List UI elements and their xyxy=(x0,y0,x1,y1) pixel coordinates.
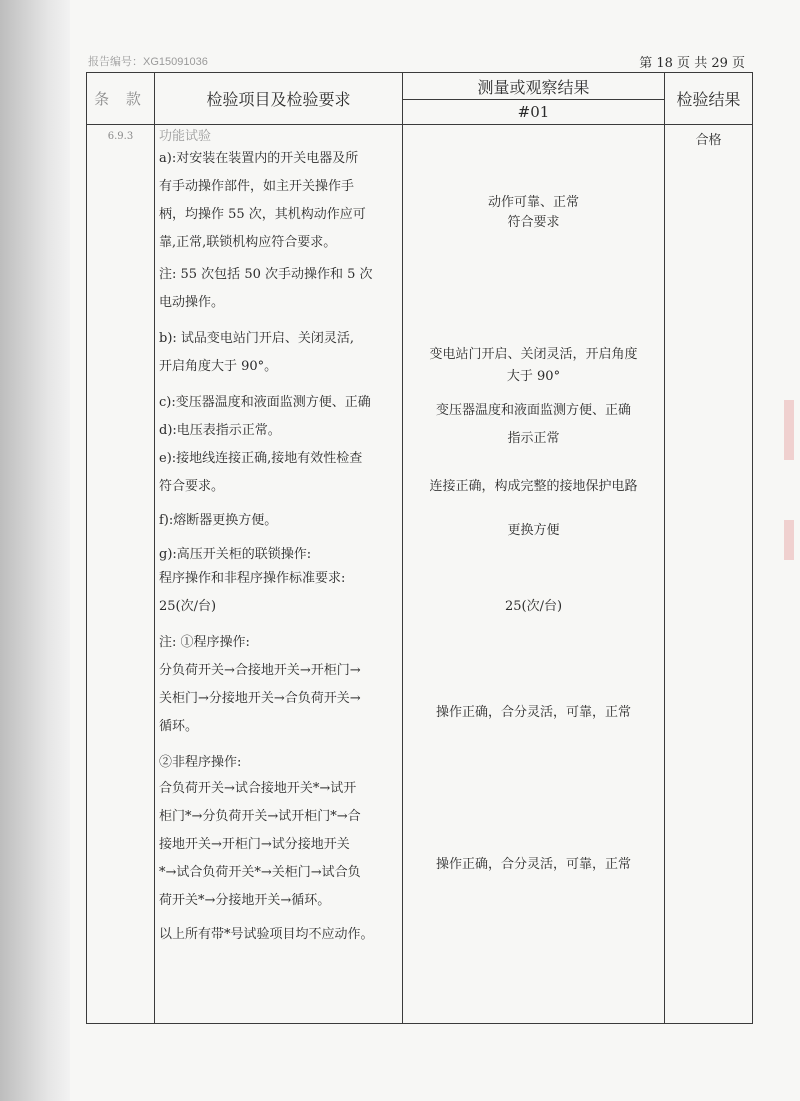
items-cell xyxy=(155,125,403,1024)
item-line: 分负荷开关→合接地开关→开柜门→ xyxy=(159,663,361,678)
item-line: 荷开关*→分接地开关→循环。 xyxy=(159,893,331,908)
item-line: 程序操作和非程序操作标准要求: xyxy=(159,571,346,586)
item-line: ②非程序操作: xyxy=(159,755,242,770)
red-stamp-edge xyxy=(784,520,794,560)
measurement-line: 大于 90° xyxy=(506,369,561,384)
item-line: *→试合负荷开关*→关柜门→试合负 xyxy=(159,865,361,880)
measurement-line: 更换方便 xyxy=(507,523,560,538)
header-clause: 条 款 xyxy=(87,73,155,125)
item-line: e):接地线连接正确,接地有效性检查 xyxy=(159,451,363,466)
item-line: 合负荷开关→试合接地开关*→试开 xyxy=(159,781,357,796)
measurement-line: 25(次/台) xyxy=(504,599,563,614)
item-line: 注: ①程序操作: xyxy=(159,635,250,650)
table-row xyxy=(87,125,753,1024)
item-line: d):电压表指示正常。 xyxy=(159,423,281,438)
header-items: 检验项目及检验要求 xyxy=(155,73,403,125)
item-line: 柜门*→分负荷开关→试开柜门*→合 xyxy=(159,809,361,824)
measurement-line: 变电站门开启、关闭灵活，开启角度 xyxy=(429,347,638,362)
measurement-line: 指示正常 xyxy=(507,431,560,446)
item-line: 循环。 xyxy=(159,719,199,734)
item-line: 关柜门→分接地开关→合负荷开关→ xyxy=(159,691,361,706)
measurement-line: 操作正确，合分灵活，可靠，正常 xyxy=(435,857,631,872)
item-line: 有手动操作部件，如主开关操作手 xyxy=(159,179,355,194)
item-line: 接地开关→开柜门→试分接地开关 xyxy=(159,837,350,852)
measurement-line: 符合要求 xyxy=(507,215,560,230)
measurement-cell xyxy=(403,125,665,1024)
item-line: 功能试验 xyxy=(159,129,212,144)
page-header xyxy=(88,50,745,72)
item-line: f):熔断器更换方便。 xyxy=(159,513,278,528)
page-indicator: 第 18 页 共 29 页 xyxy=(639,56,745,71)
item-line: 符合要求。 xyxy=(159,479,225,494)
item-line: 25(次/台) xyxy=(159,599,217,614)
item-line: 以上所有带*号试验项目均不应动作。 xyxy=(159,927,374,942)
item-line: b): 试品变电站门开启、关闭灵活, xyxy=(159,331,355,346)
item-line: 电动操作。 xyxy=(159,295,225,310)
measurement-line: 操作正确，合分灵活，可靠，正常 xyxy=(435,705,631,720)
item-line: 柄，均操作 55 次，其机构动作应可 xyxy=(159,207,366,222)
item-line: 靠,正常,联锁机构应符合要求。 xyxy=(159,235,337,250)
measurement-line: 变压器温度和液面监测方便、正确 xyxy=(435,403,631,418)
measurement-line: 动作可靠、正常 xyxy=(487,195,579,210)
red-stamp-edge xyxy=(784,400,794,460)
measurement-line: 连接正确，构成完整的接地保护电路 xyxy=(429,479,638,494)
page-binding-shadow xyxy=(0,0,70,1101)
clause-number: 6.9.3 xyxy=(87,125,155,1024)
header-result: 检验结果 xyxy=(665,73,753,125)
item-line: 注: 55 次包括 50 次手动操作和 5 次 xyxy=(159,267,373,282)
item-line: c):变压器温度和液面监测方便、正确 xyxy=(159,395,371,410)
header-measurement: 测量或观察结果 xyxy=(403,73,665,100)
item-line: 开启角度大于 90°。 xyxy=(159,359,278,374)
inspection-table xyxy=(86,72,753,1024)
item-line: g):高压开关柜的联锁操作: xyxy=(159,547,312,562)
header-sample-number: #01 xyxy=(403,100,665,125)
result-verdict: 合格 xyxy=(665,125,753,1024)
report-number: 报告编号：XG15091036 xyxy=(88,56,208,68)
item-line: a):对安装在装置内的开关电器及所 xyxy=(159,151,359,166)
